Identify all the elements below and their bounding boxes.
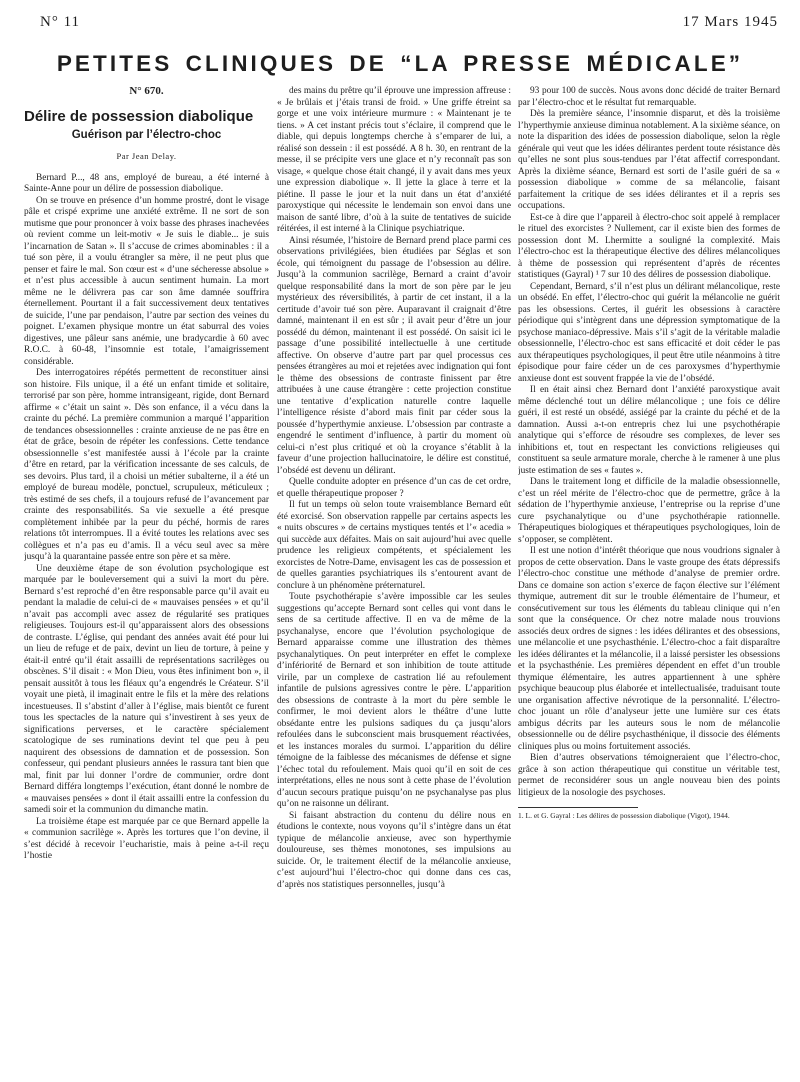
paragraph: Une deuxième étape de son évolution psychologique est marquée par le bouleversement qui a suivi la mort du père. Bernard s’est reproché d’en être responsable parce qu’il avait eu pendant la maladie de celui-ci de « mauvaises pensées » et qu’il n’avait pas accompli avec assez de régularité ses pratiques religieuses. Toujours est-il qu’apparaissent alors des obsessions de contraste. L’église, qui pendant des années avait été pour lui un lieu de refuge et de paix, devint un lieu de torture, à peine y était-il entré qu’il était assailli de représentations sacrilèges ou obscènes. S’il disait : « Mon Dieu, vous êtes infiniment bon », il pensait aussitôt à tous les fléaux qu’a engendrés le Créateur. S’il voyait une pietà, il imaginait entre le fils et la mère des relations incestueuses. Il s’abstint d’aller à l’église, mais bientôt ce furent tous les spectacles de la nature qui s’investirent à ses yeux de significations perverses, et le caractère spécialement scatologique de ses ruminations devint tel que peu à peu naquirent des obsessions de damnation et de possession. Son confesseur, qui pendant plusieurs années le rassura tant bien que mal, finit par lui donner l’ordre de communier, ordre dont Bernard différa longtemps l’exécution, étant donné le nombre de « mauvaises pensées » dont il était assailli entre la confession du samedi soir et la communion du dimanche matin. — [24, 563, 269, 815]
paragraph: Cependant, Bernard, s’il n’est plus un délirant mélancolique, reste un obsédé. En effet, l’électro-choc qui guérit la mélancolie ne guérit pas les obsessions. Certes, il guérit les obsessions à caractère périodique qui s’intègrent dans une dépression symptomatique de la psychose maniaco-dépressive. Mais s’il s’agit de la véritable maladie obsessionnelle, l’électro-choc est sans efficacité et doit céder le pas aux thérapeutiques psychologiques, il peut être utile néanmoins à titre épisodique pour faire céder un de ces paroxysmes d’hyperthymie anxieuse dont est souvent frappée la vie de l’obsédé. — [518, 281, 780, 384]
paragraph: Toute psychothérapie s’avère impossible car les seules suggestions qu’accepte Bernard sont celles qui vont dans le sens de sa certitude affective. Il en va de même de la psychanalyse, encore que l’évolution psychologique de Bernard apparaisse comme une illustration des thèmes psychanalytiques. On peut interpréter en effet le complexe d’infériorité de Bernard et son inhibition de toute attitude virile, par un complexe de castration lié au refoulement infantile de pulsions agressives contre le père. L’apparition des obsessions de contraste à la mort du père semble le confirmer, le moi devient alors le théâtre d’une lutte obsédante entre les pulsions sadiques du ça jusqu’alors refoulées dans le subconscient mais brusquement réactivées, et les instances morales du surmoi. L’apparition du délire témoigne de la faiblesse des mécanismes de défense et signe l’échec total du refoulement. Mais quoi qu’il en soit de ces interprétations, elles ne nous sont à cette phase de l’évolution d’aucun secours pratique puisqu’on ne psychanalyse pas plus qu’on ne raisonne un délirant. — [277, 592, 511, 809]
paragraph: Quelle conduite adopter en présence d’un cas de cet ordre, et quelle thérapeutique proposer ? — [277, 477, 511, 499]
paragraph: On se trouve en présence d’un homme prostré, dont le visage pâle et crispé exprime une anxiété extrême. Il ne sort de son mutisme que pour prononcer à voix basse des phrases inachevées où revient comme un leit-motiv « Je suis le diable... je suis l’incarnation de Satan ». Il s’accuse de crimes abominables : il a tué son père, il a voulu étrangler sa mère, il ne peut plus que penser et faire le mal. Son cœur est « d’une sécheresse absolue » et n’est plus accessible à aucun sentiment humain. La mort même ne le délivrera pas car son âme damnée souffrira éternellement. Pourtant il a fait successivement deux tentatives de suicide, l’une par pendaison, l’autre par section des veines du poignet. L’examen physique montre un état saburral des voies digestives, une pâleur sans anémie, une bradycardie à 60 avec R.O.C. à 60-48, l’insomnie est totale, l’amaigrissement considérable. — [24, 195, 269, 367]
paragraph: Ainsi résumée, l’histoire de Bernard prend place parmi ces observations privilégiées, bien étudiées par Séglas et son école, qui témoignent du passage de l’obsession au délire. Jusqu’à la communion sacrilège, Bernard a craint d’avoir quelque responsabilité dans la mort de son père par le jeu mystérieux des réversibilités, à partir de cet instant, il a la certitude d’avoir tué son père. Auparavant il craignait d’être damné, maintenant il en est sûr ; il avait peur d’être un jour possédé du démon, maintenant il est possédé. On saisit ici le passage d’une possibilité intellectuelle à une certitude affective. On observe d’autre part par quel processus ces pensées étrangères au moi et rejetées avec indignation qui font le thème des obsessions de contraste finissent par être attribuées à une cause étrangère : cette projection constitue une tentative d’explication naturelle contre laquelle l’intelligence résiste d’abord mais finit par céder sous la poussée d’hyperthymie anxieuse. L’obsession par contraste a engendré le sentiment d’influence, à partir du moment où celui-ci n’est plus critiqué et où la croyance s’établit à la faveur d’une projection hallucinatoire, le délire est constitué, l’obsédé est devenu un délirant. — [277, 235, 511, 476]
paragraph: Si faisant abstraction du contenu du délire nous en étudions le contexte, nous voyons qu’il s’intègre dans un état typique de mélancolie anxieuse, avec son hyperthymie douloureuse, ses thèmes monotones, ses impulsions au suicide. Or, le traitement électif de la mélancolie anxieuse, c’est aujourd’hui l’électro-choc qui donne dans ces cas, d’après nos statistiques personnelles, jusqu’à — [277, 810, 511, 890]
paragraph: Dès la première séance, l’insomnie disparut, et dès la troisième l’hyperthymie anxieuse diminua notablement. A la sixième séance, on note la disparition des idées de possession diabolique, selon la règle générale qui veut que les idées délirantes perdent toute résistance dès qu’elles ne sont plus sous-tendues par l’état affectif correspondant. Après la dixième séance, Bernard est sorti de l’asile guéri de sa « possession diabolique » comme de sa mélancolie, faisant parfaitement la critique de ses idées délirantes et il a repris ses occupations. — [518, 109, 780, 211]
paragraph: Il en était ainsi chez Bernard dont l’anxiété paroxystique avait même déclenché tout un délire mélancolique ; une fois ce délire guéri, il est resté un obsédé, assiégé par la crainte du péché et de la damnation. Aussi a-t-on entrepris chez lui une psychothérapie analytique qui s’efforce de résoudre ses complexes, de lever ses inhibitions et, tout en respectant les convictions religieuses qui constituent sa seule armature morale, cherche à le ramener à une plus juste estimation de ses « fautes ». — [518, 385, 780, 476]
footnote-divider — [518, 807, 638, 808]
paragraph: Bien d’autres observations témoigneraient que l’électro-choc, grâce à son action thérapeutique qui constitue un véritable test, permet de reconsidérer sous un angle nouveau bien des points litigieux de la nosologie des psychoses. — [518, 753, 780, 798]
paragraph: Il est une notion d’intérêt théorique que nous voudrions signaler à propos de cette observation. Dans le vaste groupe des états dépressifs l’électro-choc constitue une méthode d’analyse de premier ordre. Dans ce domaine son action s’exerce de façon élective sur l’élément thymique, autrement dit sur le trouble élémentaire de l’humeur, et consécutivement sur tous les éléments du tableau clinique qui n’en sont que la conséquence. Or chez notre malade nous trouvions associés deux ordres de signes : les idées délirantes et des obsessions, une mélancolie et une psychasthénie. L’électro-choc a fait disparaître les idées délirantes et la mélancolie, il a laissé persister les obsessions et la psychasthénie. Les premières dépendent en effet d’un trouble thymique élémentaire, les autres appartiennent à une sphère psychique beaucoup plus élaborée et intellectualisée, traduisant toute une organisation affective névrotique de la personnalité. L’électro-choc jouant un rôle d’analyseur jette une lumière sur ces états ambigus décrits par les auteurs sous le nom de mélancolie obsessionnelle ou de délire psychasthénique, il dissocie des éléments cliniques plus ou moins fortuitement associés. — [518, 546, 780, 752]
article-column-1 — [24, 86, 269, 1042]
paragraph: Est-ce à dire que l’appareil à électro-choc soit appelé à remplacer le rituel des exorcistes ? Nullement, car il existe bien des formes de possession dont M. Lhermitte a souligné la complexité. Mais l’électro-choc est la thérapeutique élective des délires mélancoliques à thème de possession qui représentent d’après de récentes statistiques (Gayral) ¹ 7 sur 10 des délires de possession diabolique. — [518, 212, 780, 280]
article-title: Délire de possession diabolique — [24, 107, 254, 125]
issue-number: N° 11 — [40, 14, 81, 30]
paragraph: La troisième étape est marquée par ce que Bernard appelle la « communion sacrilège ». Après les tortures que l’on devine, il s’est décidé à recevoir l’eucharistie, mais à peine a-t-il reçu l’hostie — [24, 816, 269, 861]
article-column-3 — [518, 86, 780, 1042]
paragraph: des mains du prêtre qu’il éprouve une impression affreuse : « Je brûlais et j’étais transi de froid. » Une griffe étreint sa gorge et une voix intérieure murmure : « Maintenant je te tiens. » A cet instant précis tout s’éclaire, il comprend que le diable, qui depuis longtemps cherche à s’emparer de lui, a réalisé son dessein : il est possédé. A 8 h. 30, en rentrant de la messe, il se précipite vers une glace et n’y reconnaît pas son visage, « quelque chose était changé, il y avait dans mes yeux une expression diabolique ». Il jette la glace à terre et la piétine. Il passe le jour et la nuit dans un état d’anxiété paroxystique qui nécessite le lendemain son envoi dans une maison de santé libre, d’où à la suite de tentatives de suicide réitérées, il est interné à la Clinique psychiatrique. — [277, 86, 511, 234]
paragraph: 93 pour 100 de succès. Nous avons donc décidé de traiter Bernard par l’électro-choc et le résultat fut remarquable. — [518, 86, 780, 108]
issue-date: 17 Mars 1945 — [682, 14, 778, 30]
article-subtitle: Guérison par l’électro-choc — [71, 128, 222, 141]
paragraph: Il fut un temps où selon toute vraisemblance Bernard eût été exorcisé. Son observation rappelle par certains aspects les « nuits obscures » de certains mystiques tentés et l’« acedia » qui succède aux défaites. Mais on sait aujourd’hui avec quelle prudence les religieux compétents, et spécialement les exorcistes de Notre-Dame, envisagent les cas de possession et de quelles garanties psychiatriques ils s’entourent avant de conclure à un phénomène préternaturel. — [277, 500, 511, 591]
journal-masthead: PETITES CLINIQUES DE “LA PRESSE MÉDICALE” — [56, 51, 744, 76]
footnote: 1. L. et G. Gayral : Les délires de possession diabolique (Vigot), 1944. — [518, 811, 730, 820]
paragraph: Dans le traitement long et difficile de la maladie obsessionnelle, c’est un réel mérite de l’électro-choc que de permettre, grâce à la sédation de l’hyperthymie anxieuse, l’entreprise ou la reprise d’une cure psychanalytique ou d’une psychothérapie rationnelle. Thérapeutiques biologiques et thérapeutiques psychologiques, loin de s’opposer, se complètent. — [518, 477, 780, 545]
paragraph: Bernard P..., 48 ans, employé de bureau, a été interné à Sainte-Anne pour un délire de possession diabolique. — [24, 172, 269, 194]
article-number: N° 670. — [129, 86, 164, 97]
paragraph: Des interrogatoires répétés permettent de reconstituer ainsi son histoire. Fils unique, il a été un enfant timide et solitaire, terrorisé par son père, homme intransigeant, rigide, dont Bernard affirme « c’était un saint ». Dès son enfance, il a vécu dans la crainte du péché. La première communion a marqué l’apparition de tendances obsessionnelles : crainte anxieuse de ne pas être en état de grâce, besoin de répéter les confessions. Cette tendance obsessionnelle s’est manifestée aussi à l’école par la crainte d’être en retard, par la vérification incessante de ses calculs, de ses devoirs. Plus tard, il a choisi un métier subalterne, il a été un employé de bureau modèle, ponctuel, scrupuleux, méticuleux ; très estimé de ses chefs, il a toujours refusé de l’avancement par crainte des responsabilités. Sa vie sexuelle a été presque complètement inhibée par la peur du péché, hormis de rares relations tôt interrompues. Il a évité toutes les relations avec ses collègues et n’a pas eu d’amis. Il a vécu seul avec sa mère jusqu’à la quarantaine passée entre son père et sa mère. — [24, 368, 269, 562]
article-column-2 — [277, 86, 511, 1042]
article-author: Par Jean Delay. — [116, 151, 177, 161]
